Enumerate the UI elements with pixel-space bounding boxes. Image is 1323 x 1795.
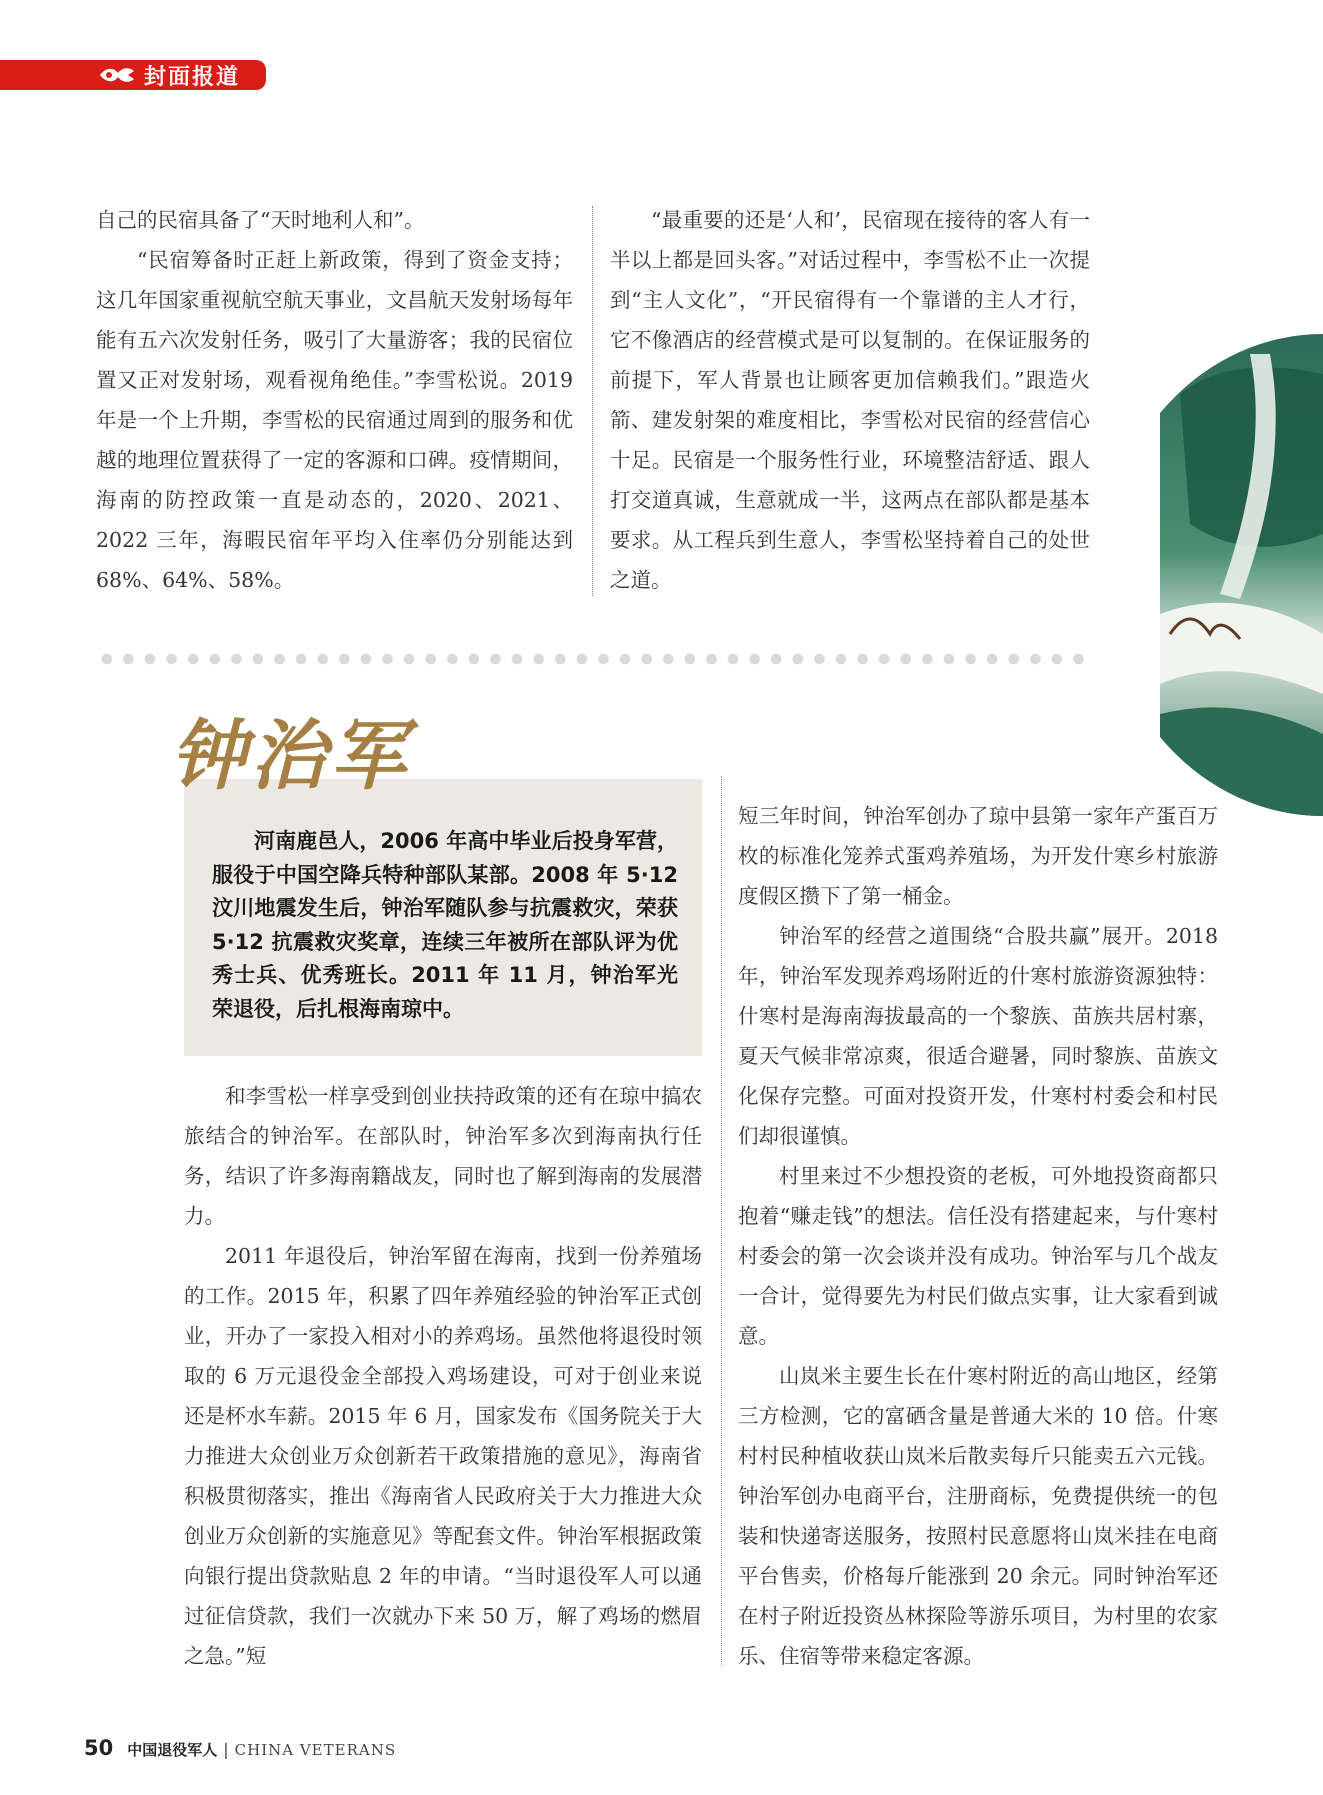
column-divider xyxy=(721,776,722,1666)
magazine-name-cn: 中国退役军人 xyxy=(127,1741,218,1759)
profile-bio-box xyxy=(184,779,702,1056)
dotted-separator xyxy=(96,653,1091,665)
magazine-name-en: CHINA VETERANS xyxy=(234,1741,397,1759)
paragraph: 和李雪松一样享受到创业扶持政策的还有在琼中搞农旅结合的钟治军。在部队时，钟治军多次到海南执行任务，结识了许多海南籍战友，同时也了解到海南的发展潜力。 xyxy=(184,1084,702,1228)
bottom-left-column xyxy=(184,1076,702,1676)
profile-name-title: 钟治军 xyxy=(170,711,410,800)
top-right-column xyxy=(610,200,1090,600)
paragraph: “民宿筹备时正赶上新政策，得到了资金支持；这几年国家重视航空航天事业，文昌航天发射场每年能有五六次发射任务，吸引了大量游客；我的民宿位置又正对发射场，观看视角绝佳。”李雪松说。2019 年是一个上升期，李雪松的民宿通过周到的服务和优越的地理位置获得了一定的客源和口碑。疫情期间，海南的防控政策一直是动态的，2020、2021、2022 三年，海暇民宿年平均入住率仍分别能达到 68%、64%、58%。 xyxy=(96,248,573,592)
paragraph: 山岚米主要生长在什寒村附近的高山地区，经第三方检测，它的富硒含量是普通大米的 10 倍。什寒村村民种植收获山岚米后散卖每斤只能卖五六元钱。钟治军创办电商平台，注册商标，免费提供统一的包装和快递寄送服务，按照村民意愿将山岚米挂在电商平台售卖，价格每斤能涨到 20 余元。同时钟治军还在村子附近投资丛林探险等游乐项目，为村里的农家乐、住宿等带来稳定客源。 xyxy=(738,1364,1218,1668)
paragraph: 村里来过不少想投资的老板，可外地投资商都只抱着“赚走钱”的想法。信任没有搭建起来，与什寒村村委会的第一次会谈并没有成功。钟治军与几个战友一合计，觉得要先为村民们做点实事，让大家看到诚意。 xyxy=(738,1164,1218,1348)
top-left-column xyxy=(96,200,573,600)
paragraph: 钟治军的经营之道围绕“合股共赢”展开。2018 年，钟治军发现养鸡场附近的什寒村旅游资源独特：什寒村是海南海拔最高的一个黎族、苗族共居村寨，夏天气候非常凉爽，很适合避暑，同时黎族、苗族文化保存完整。可面对投资开发，什寒村村委会和村民们却很谨慎。 xyxy=(738,924,1218,1148)
profile-bio: 河南鹿邑人，2006 年高中毕业后投身军营，服役于中国空降兵特种部队某部。2008 年 5·12 汶川地震发生后，钟治军随队参与抗震救灾，荣获 5·12 抗震救灾奖章，连续三年被所在部队评为优秀士兵、优秀班长。2011 年 11 月，钟治军光荣退役，后扎根海南琼中。 xyxy=(212,829,678,1021)
bottom-right-column xyxy=(738,796,1218,1676)
landscape-painting-decoration xyxy=(1160,334,1323,816)
column-divider xyxy=(592,206,593,596)
paragraph: 2011 年退役后，钟治军留在海南，找到一份养殖场的工作。2015 年，积累了四年养殖经验的钟治军正式创业，开办了一家投入相对小的养鸡场。虽然他将退役时领取的 6 万元退役金全部投入鸡场建设，可对于创业来说还是杯水车薪。2015 年 6 月，国家发布《国务院关于大力推进大众创业万众创新若干政策措施的意见》，海南省积极贯彻落实，推出《海南省人民政府关于大力推进大众创业万众创新的实施意见》等配套文件。钟治军根据政策向银行提出贷款贴息 2 年的申请。“当时退役军人可以通过征信贷款，我们一次就办下来 50 万，解了鸡场的燃眉之急。”短 xyxy=(184,1244,702,1668)
section-label: 封面报道 xyxy=(144,64,241,90)
paragraph: “最重要的还是‘人和’，民宿现在接待的客人有一半以上都是回头客。”对话过程中，李雪松不止一次提到“主人文化”，“开民宿得有一个靠谱的主人才行，它不像酒店的经营模式是可以复制的。在保证服务的前提下，军人背景也让顾客更加信赖我们。”跟造火箭、建发射架的难度相比，李雪松对民宿的经营信心十足。民宿是一个服务性行业，环境整洁舒适、跟人打交道真诚，生意就成一半，这两点在部队都是基本要求。从工程兵到生意人，李雪松坚持着自己的处世之道。 xyxy=(610,208,1090,592)
paragraph: 短三年时间，钟治军创办了琼中县第一家年产蛋百万枚的标准化笼养式蛋鸡养殖场，为开发什寒乡村旅游度假区攒下了第一桶金。 xyxy=(738,804,1218,908)
magazine-logo-icon xyxy=(98,64,136,86)
page-footer xyxy=(84,1736,396,1760)
section-header-tab xyxy=(0,60,266,90)
paragraph: 自己的民宿具备了“天时地利人和”。 xyxy=(96,208,425,232)
page-number: 50 xyxy=(84,1736,114,1760)
footer-separator: | xyxy=(223,1740,229,1759)
